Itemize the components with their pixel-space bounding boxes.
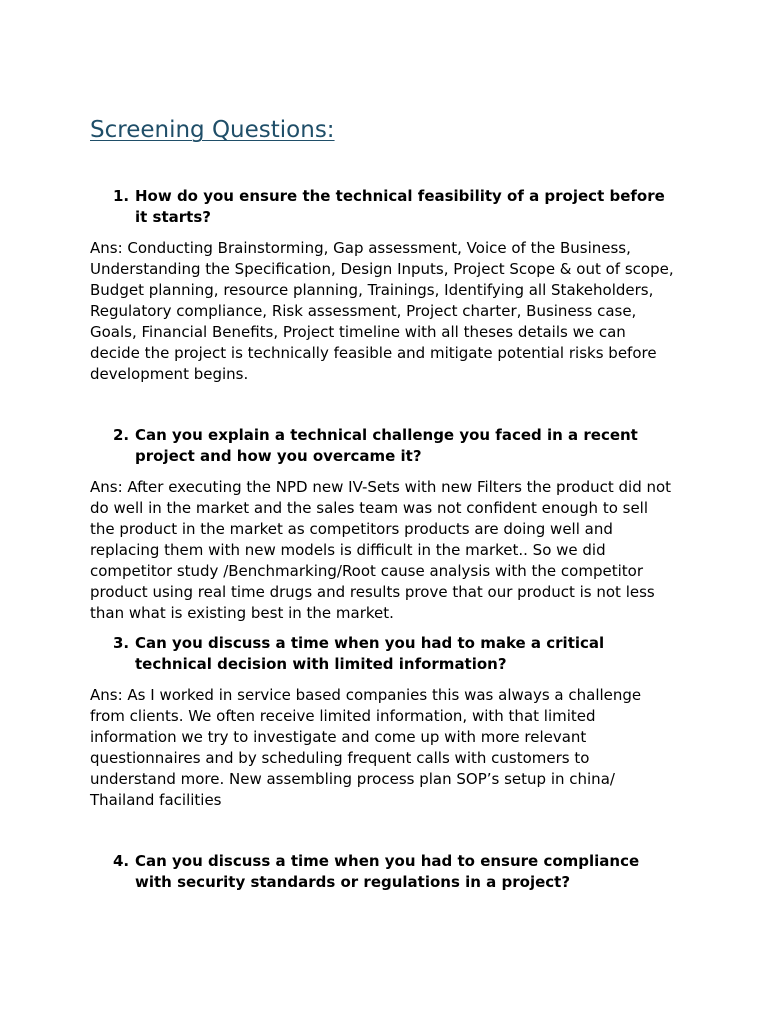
answer-line: do well in the market and the sales team was not confident enough to sell <box>90 499 649 517</box>
question-number: 2. <box>113 426 130 444</box>
question-1 <box>90 186 680 228</box>
question-3 <box>90 633 680 675</box>
question-line: Can you explain a technical challenge you faced in a recent <box>135 426 638 444</box>
question-line: Can you discuss a time when you had to ensure compliance <box>135 852 640 870</box>
answer-line: Ans: Conducting Brainstorming, Gap assessment, Voice of the Business, <box>90 239 631 257</box>
page-title: Screening Questions: <box>90 117 335 143</box>
answer-line: Goals, Financial Benefits, Project timeline with all theses details we can <box>90 323 626 341</box>
question-text <box>135 186 680 228</box>
answer-line: replacing them with new models is difficult in the market.. So we did <box>90 541 606 559</box>
answer-line: information we try to investigate and come up with more relevant <box>90 728 587 746</box>
question-line: with security standards or regulations in a project? <box>135 873 571 891</box>
answer-line: product using real time drugs and results prove that our product is not less <box>90 583 655 601</box>
question-number: 4. <box>113 852 130 870</box>
answer-line: questionnaires and by scheduling frequent calls with customers to <box>90 749 590 767</box>
answer-line: Budget planning, resource planning, Trainings, Identifying all Stakeholders, <box>90 281 654 299</box>
answer-1 <box>90 238 682 385</box>
answer-line: understand more. New assembling process plan SOP’s setup in china/ <box>90 770 615 788</box>
answer-line: decide the project is technically feasible and mitigate potential risks before <box>90 344 657 362</box>
answer-2 <box>90 477 682 624</box>
question-line: project and how you overcame it? <box>135 447 422 465</box>
answer-line: from clients. We often receive limited information, with that limited <box>90 707 596 725</box>
answer-3 <box>90 685 682 811</box>
question-line: technical decision with limited information? <box>135 655 507 673</box>
answer-line: Thailand facilities <box>90 791 222 809</box>
question-4 <box>90 851 680 893</box>
answer-line: Ans: As I worked in service based companies this was always a challenge <box>90 686 642 704</box>
question-number: 3. <box>113 634 130 652</box>
question-line: it starts? <box>135 208 211 226</box>
question-line: Can you discuss a time when you had to make a critical <box>135 634 605 652</box>
answer-line: Ans: After executing the NPD new IV-Sets with new Filters the product did not <box>90 478 672 496</box>
question-text <box>135 851 680 893</box>
answer-line: than what is existing best in the market. <box>90 604 394 622</box>
question-line: How do you ensure the technical feasibility of a project before <box>135 187 665 205</box>
answer-line: competitor study /Benchmarking/Root cause analysis with the competitor <box>90 562 643 580</box>
answer-line: Regulatory compliance, Risk assessment, Project charter, Business case, <box>90 302 637 320</box>
question-2 <box>90 425 680 467</box>
question-text <box>135 633 680 675</box>
answer-line: Understanding the Specification, Design Inputs, Project Scope & out of scope, <box>90 260 674 278</box>
question-text <box>135 425 680 467</box>
answer-line: development begins. <box>90 365 249 383</box>
answer-line: the product in the market as competitors products are doing well and <box>90 520 613 538</box>
question-number: 1. <box>113 187 130 205</box>
